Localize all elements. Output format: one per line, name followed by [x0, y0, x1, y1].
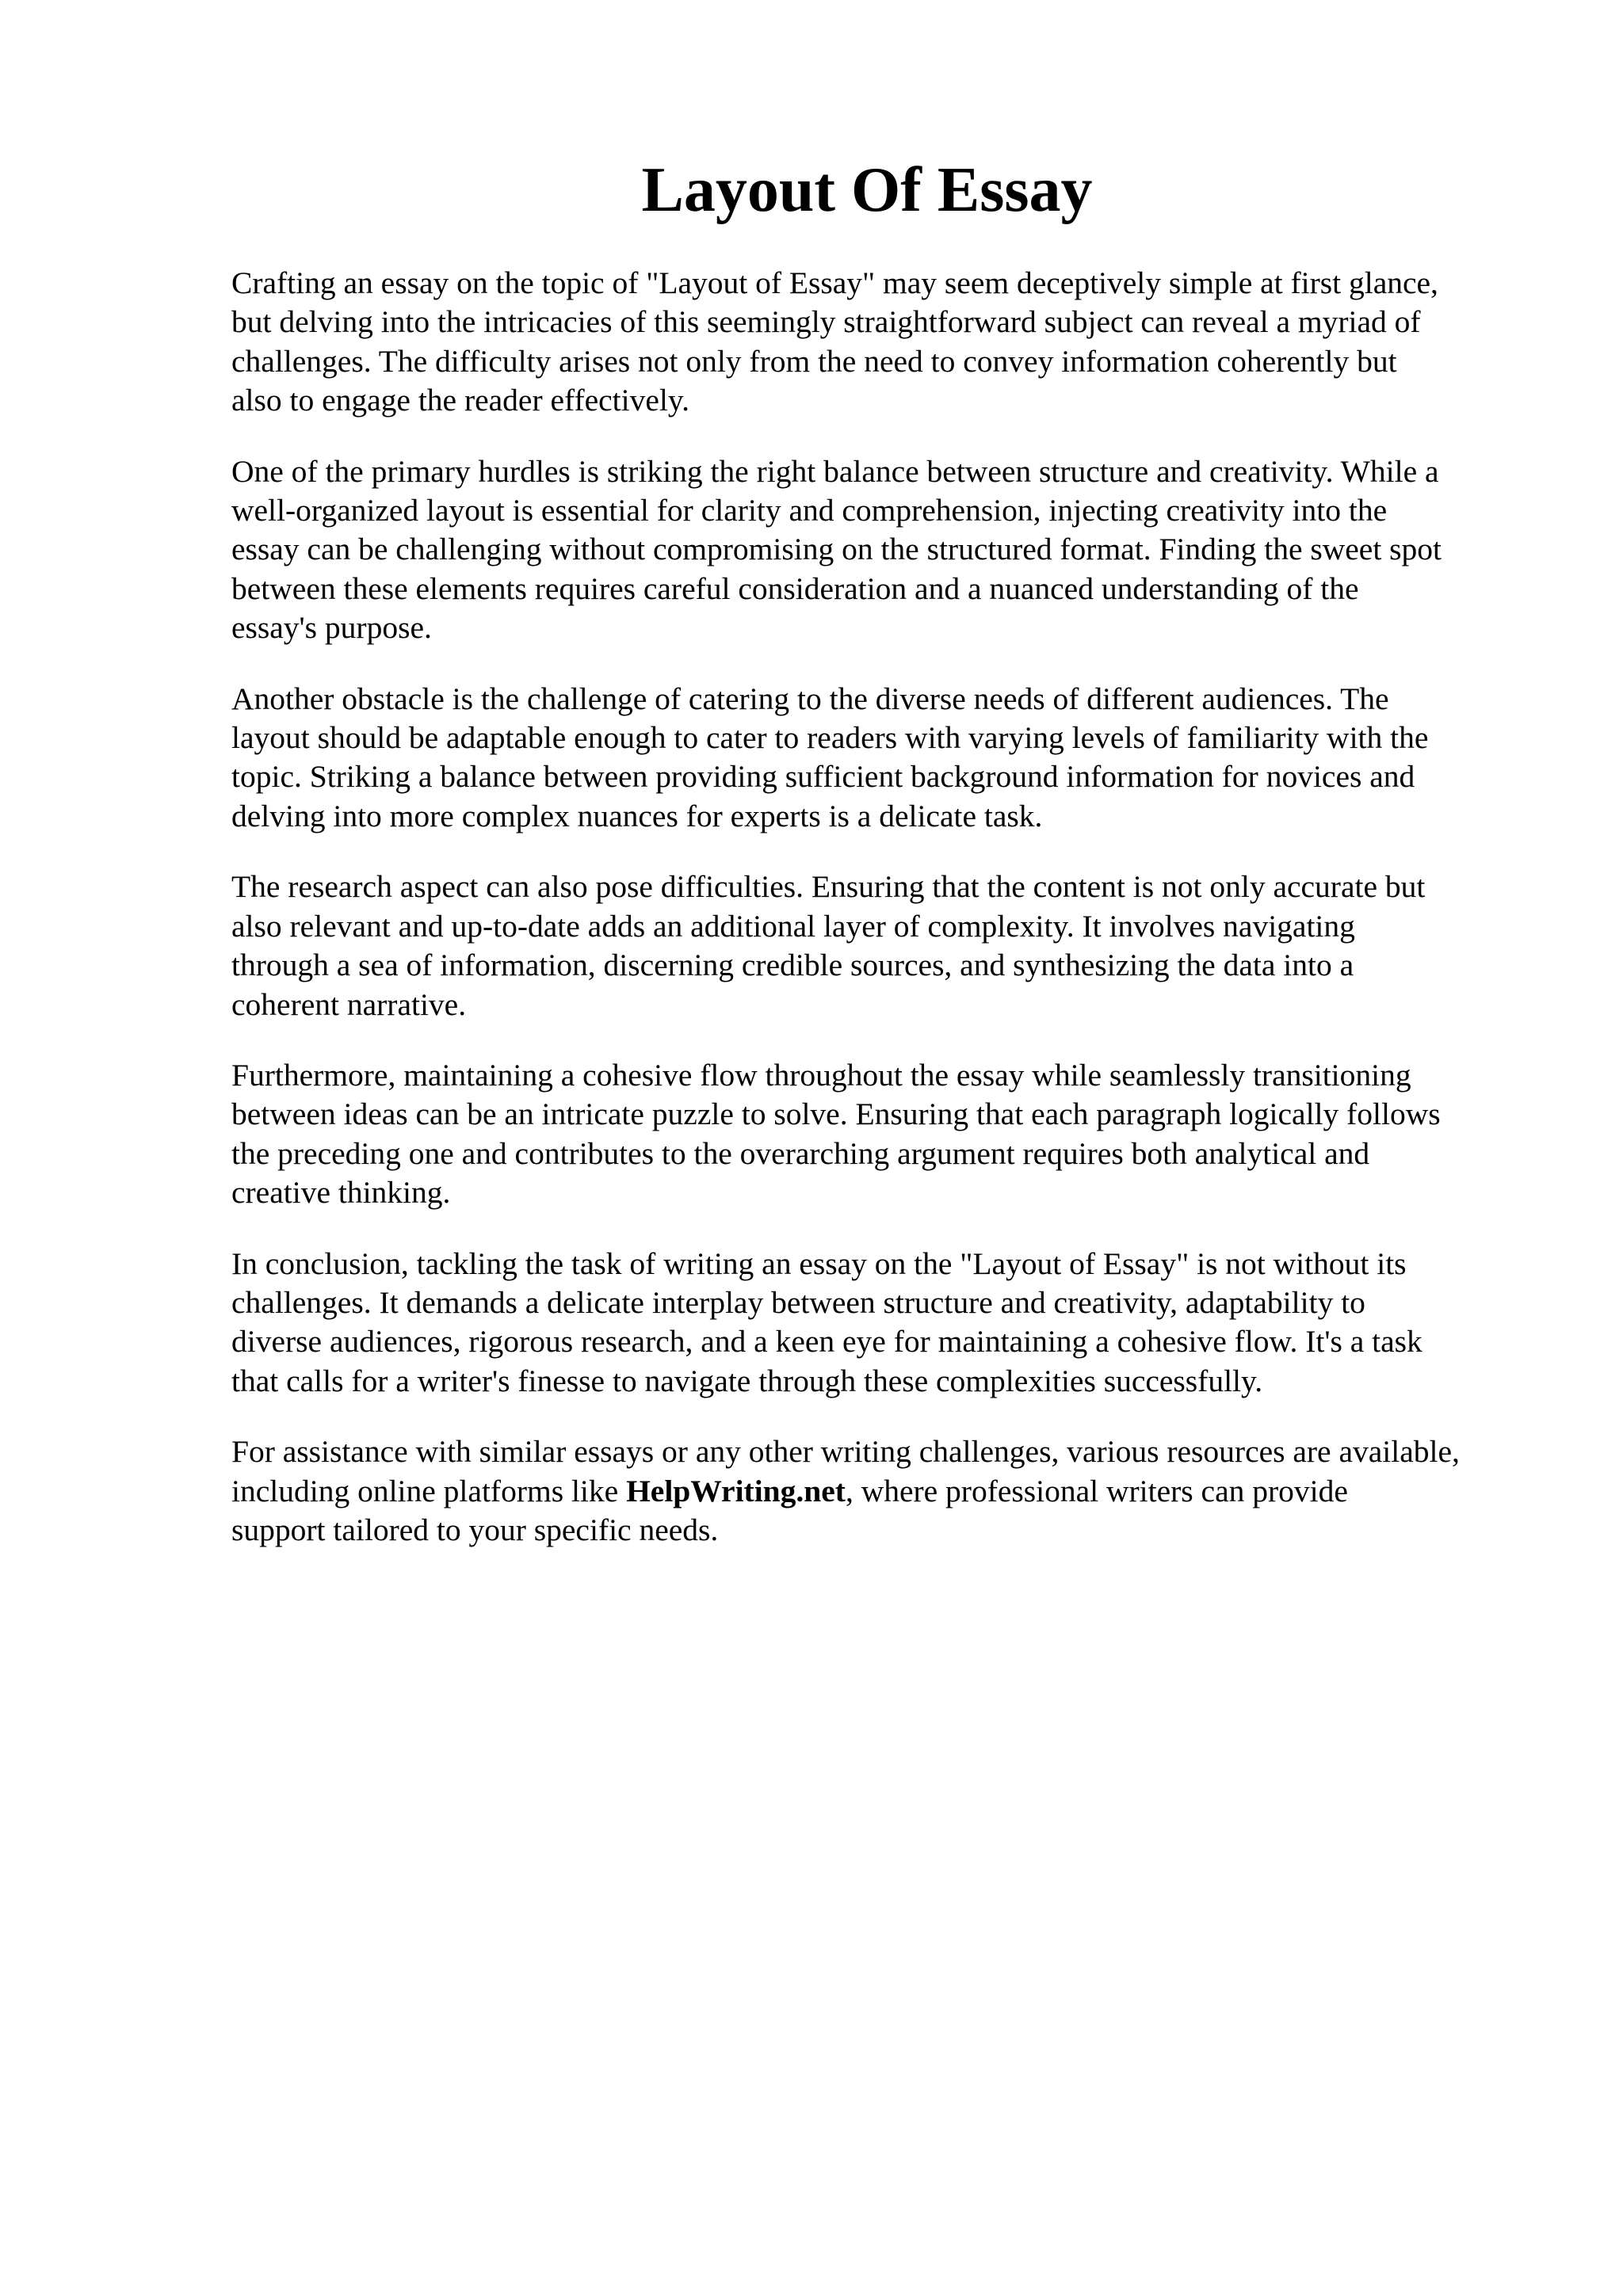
- paragraph-line: topic. Striking a balance between providing sufficient background information for novices and: [231, 759, 1415, 795]
- paragraph-line: between these elements requires careful consideration and a nuanced understanding of the: [231, 570, 1359, 606]
- paragraph-line: Crafting an essay on the topic of "Layout of Essay" may seem deceptively simple at first glance,: [231, 265, 1438, 300]
- helpwriting-link[interactable]: HelpWriting.net: [626, 1473, 846, 1508]
- paragraph-line: essay's purpose.: [231, 610, 432, 646]
- paragraph-line: between ideas can be an intricate puzzle to solve. Ensuring that each paragraph logically follows: [231, 1097, 1441, 1132]
- paragraph-line-with-link: [231, 1472, 1547, 1511]
- paragraph-6: [231, 1245, 1547, 1402]
- paragraph-2: [231, 452, 1547, 648]
- page-title: Layout Of Essay: [641, 155, 1093, 225]
- paragraph-line: delving into more complex nuances for experts is a delicate task.: [231, 798, 1043, 833]
- paragraph-line: One of the primary hurdles is striking the right balance between structure and creativity. While a: [231, 453, 1439, 489]
- paragraph-line: also relevant and up-to-date adds an additional layer of complexity. It involves navigating: [231, 908, 1355, 944]
- paragraph-3: [231, 680, 1547, 837]
- paragraph-line: diverse audiences, rigorous research, and a keen eye for maintaining a cohesive flow. It's a task: [231, 1324, 1423, 1360]
- paragraph-4: [231, 868, 1547, 1024]
- paragraph-line: essay can be challenging without compromising on the structured format. Finding the sweet spot: [231, 532, 1442, 567]
- paragraph-5: [231, 1056, 1547, 1213]
- essay-body: [231, 264, 1547, 1581]
- paragraph-line: Furthermore, maintaining a cohesive flow throughout the essay while seamlessly transitioning: [231, 1057, 1411, 1093]
- paragraph-line: coherent narrative.: [231, 986, 467, 1022]
- paragraph-line: In conclusion, tackling the task of writing an essay on the "Layout of Essay" is not without its: [231, 1245, 1407, 1281]
- paragraph-line: challenges. The difficulty arises not only from the need to convey information coherently but: [231, 343, 1397, 379]
- paragraph-line: support tailored to your specific needs.: [231, 1512, 719, 1547]
- paragraph-line: layout should be adaptable enough to cater to readers with varying levels of familiarity with the: [231, 720, 1429, 756]
- paragraph-1: [231, 264, 1547, 421]
- closing-suffix: , where professional writers can provide: [845, 1473, 1348, 1508]
- paragraph-line: challenges. It demands a delicate interplay between structure and creativity, adaptability to: [231, 1284, 1365, 1320]
- paragraph-line: that calls for a writer's finesse to navigate through these complexities successfully.: [231, 1363, 1263, 1398]
- paragraph-line: creative thinking.: [231, 1175, 451, 1211]
- closing-paragraph: [231, 1432, 1547, 1550]
- paragraph-line: the preceding one and contributes to the overarching argument requires both analytical and: [231, 1135, 1370, 1171]
- paragraph-line: but delving into the intricacies of this seemingly straightforward subject can reveal a myriad of: [231, 304, 1421, 340]
- paragraph-line: through a sea of information, discerning credible sources, and synthesizing the data into a: [231, 948, 1354, 983]
- paragraph-line: well-organized layout is essential for clarity and comprehension, injecting creativity into the: [231, 493, 1388, 528]
- paragraph-line: For assistance with similar essays or any other writing challenges, various resources are available,: [231, 1434, 1460, 1470]
- closing-prefix: including online platforms like: [231, 1473, 627, 1508]
- paragraph-line: also to engage the reader effectively.: [231, 383, 689, 418]
- paragraph-line: Another obstacle is the challenge of catering to the diverse needs of different audiences. The: [231, 681, 1389, 716]
- paragraph-line: The research aspect can also pose difficulties. Ensuring that the content is not only accurate but: [231, 869, 1426, 905]
